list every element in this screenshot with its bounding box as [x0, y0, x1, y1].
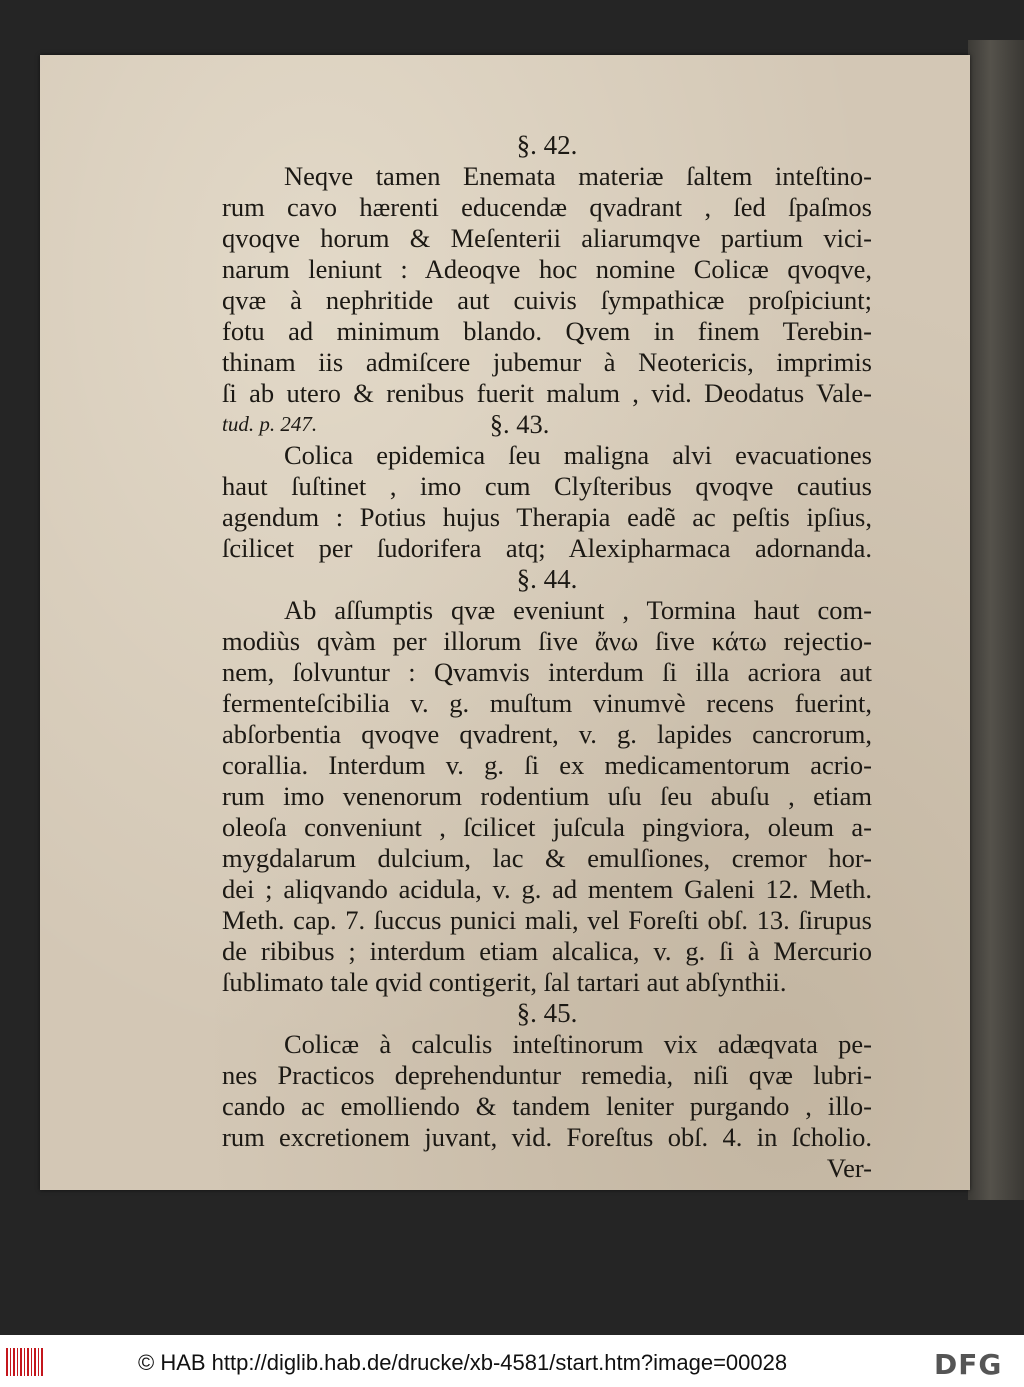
- text-line: ſcilicet per ſudorifera atq; Alexipharmaca adornanda.: [222, 533, 872, 563]
- text-line: fotu ad minimum blando. Qvem in finem Terebin-: [222, 316, 872, 346]
- text-line: haut ſuſtinet , imo cum Clyſteribus qvoqve cautius: [222, 471, 872, 501]
- text-line: rum imo venenorum rodentium uſu ſeu abuſu , etiam: [222, 781, 872, 811]
- section-heading: §. 43.: [489, 409, 550, 439]
- text-line: ſublimato tale qvid contigerit, ſal tartari aut abſynthii.: [222, 967, 787, 997]
- section-heading: §. 44.: [516, 564, 578, 594]
- text-line: fermenteſcibilia v. g. muſtum vinumvè recens fuerint,: [222, 688, 872, 718]
- text-line: Meth. cap. 7. ſuccus punici mali, vel Foreſti obſ. 13. ſirupus: [222, 905, 872, 935]
- text-line: Colica epidemica ſeu maligna alvi evacuationes: [284, 440, 872, 470]
- text-line: qvoqve horum & Meſenterii aliarumqve partium vici-: [222, 223, 872, 253]
- text-line: ſi ab utero & renibus fuerit malum , vid. Deodatus Vale-: [222, 378, 872, 408]
- text-line: oleoſa conveniunt , ſcilicet juſcula pingviora, oleum a-: [222, 812, 872, 842]
- barcode-icon: [6, 1348, 44, 1376]
- text-line: abſorbentia qvoqve qvadrent, v. g. lapides cancrorum,: [222, 719, 872, 749]
- dfg-logo: DFG: [934, 1348, 1003, 1381]
- text-line: cando ac emolliendo & tandem leniter purgando , illo-: [222, 1091, 872, 1121]
- text-line: de ribibus ; interdum etiam alcalica, v. g. ſi à Mercurio: [222, 936, 872, 966]
- text-line: nem, ſolvuntur : Qvamvis interdum ſi illa acriora aut: [222, 657, 872, 687]
- closing-reference: tud. p. 247.: [222, 412, 318, 436]
- text-line: nes Practicos deprehenduntur remedia, niſi qvæ lubri-: [222, 1060, 872, 1090]
- book-edge-strip: [968, 40, 1024, 1200]
- text-line: rum cavo hærenti educendæ qvadrant , ſed ſpaſmos: [222, 192, 872, 222]
- catchword: Ver-: [826, 1153, 872, 1183]
- text-line: modiùs qvàm per illorum ſive ἄνω ſive κάτω rejectio-: [222, 626, 872, 656]
- text-line: agendum : Potius hujus Therapia eadẽ ac peſtis ipſius,: [222, 502, 872, 532]
- footer-url[interactable]: © HAB http://diglib.hab.de/drucke/xb-4581/start.htm?image=00028: [138, 1350, 788, 1375]
- reference-line: [222, 409, 872, 440]
- text-line: corallia. Interdum v. g. ſi ex medicamentorum acrio-: [222, 750, 872, 780]
- text-line: narum leniunt : Adeoqve hoc nomine Colicæ qvoqve,: [222, 254, 872, 284]
- text-line: dei ; aliqvando acidula, v. g. ad mentem Galeni 12. Meth.: [222, 874, 872, 904]
- text-line: qvæ à nephritide aut cuivis ſympathicæ proſpiciunt;: [222, 285, 872, 315]
- text-line: Neqve tamen Enemata materiæ ſaltem inteſtino-: [284, 161, 872, 191]
- text-line: mygdalarum dulcium, lac & emulſiones, cremor hor-: [222, 843, 872, 873]
- text-line: rum excretionem juvant, vid. Foreſtus obſ. 4. in ſcholio.: [222, 1122, 872, 1152]
- section-heading: §. 45.: [516, 998, 578, 1028]
- text-line: Colicæ à calculis inteſtinorum vix adæqvata pe-: [284, 1029, 872, 1059]
- section-heading: §. 42.: [516, 130, 578, 160]
- text-line: Ab aſſumptis qvæ eveniunt , Tormina haut com-: [284, 595, 872, 625]
- page-text: [222, 130, 872, 1184]
- text-line: thinam iis admiſcere jubemur à Neotericis, imprimis: [222, 347, 872, 377]
